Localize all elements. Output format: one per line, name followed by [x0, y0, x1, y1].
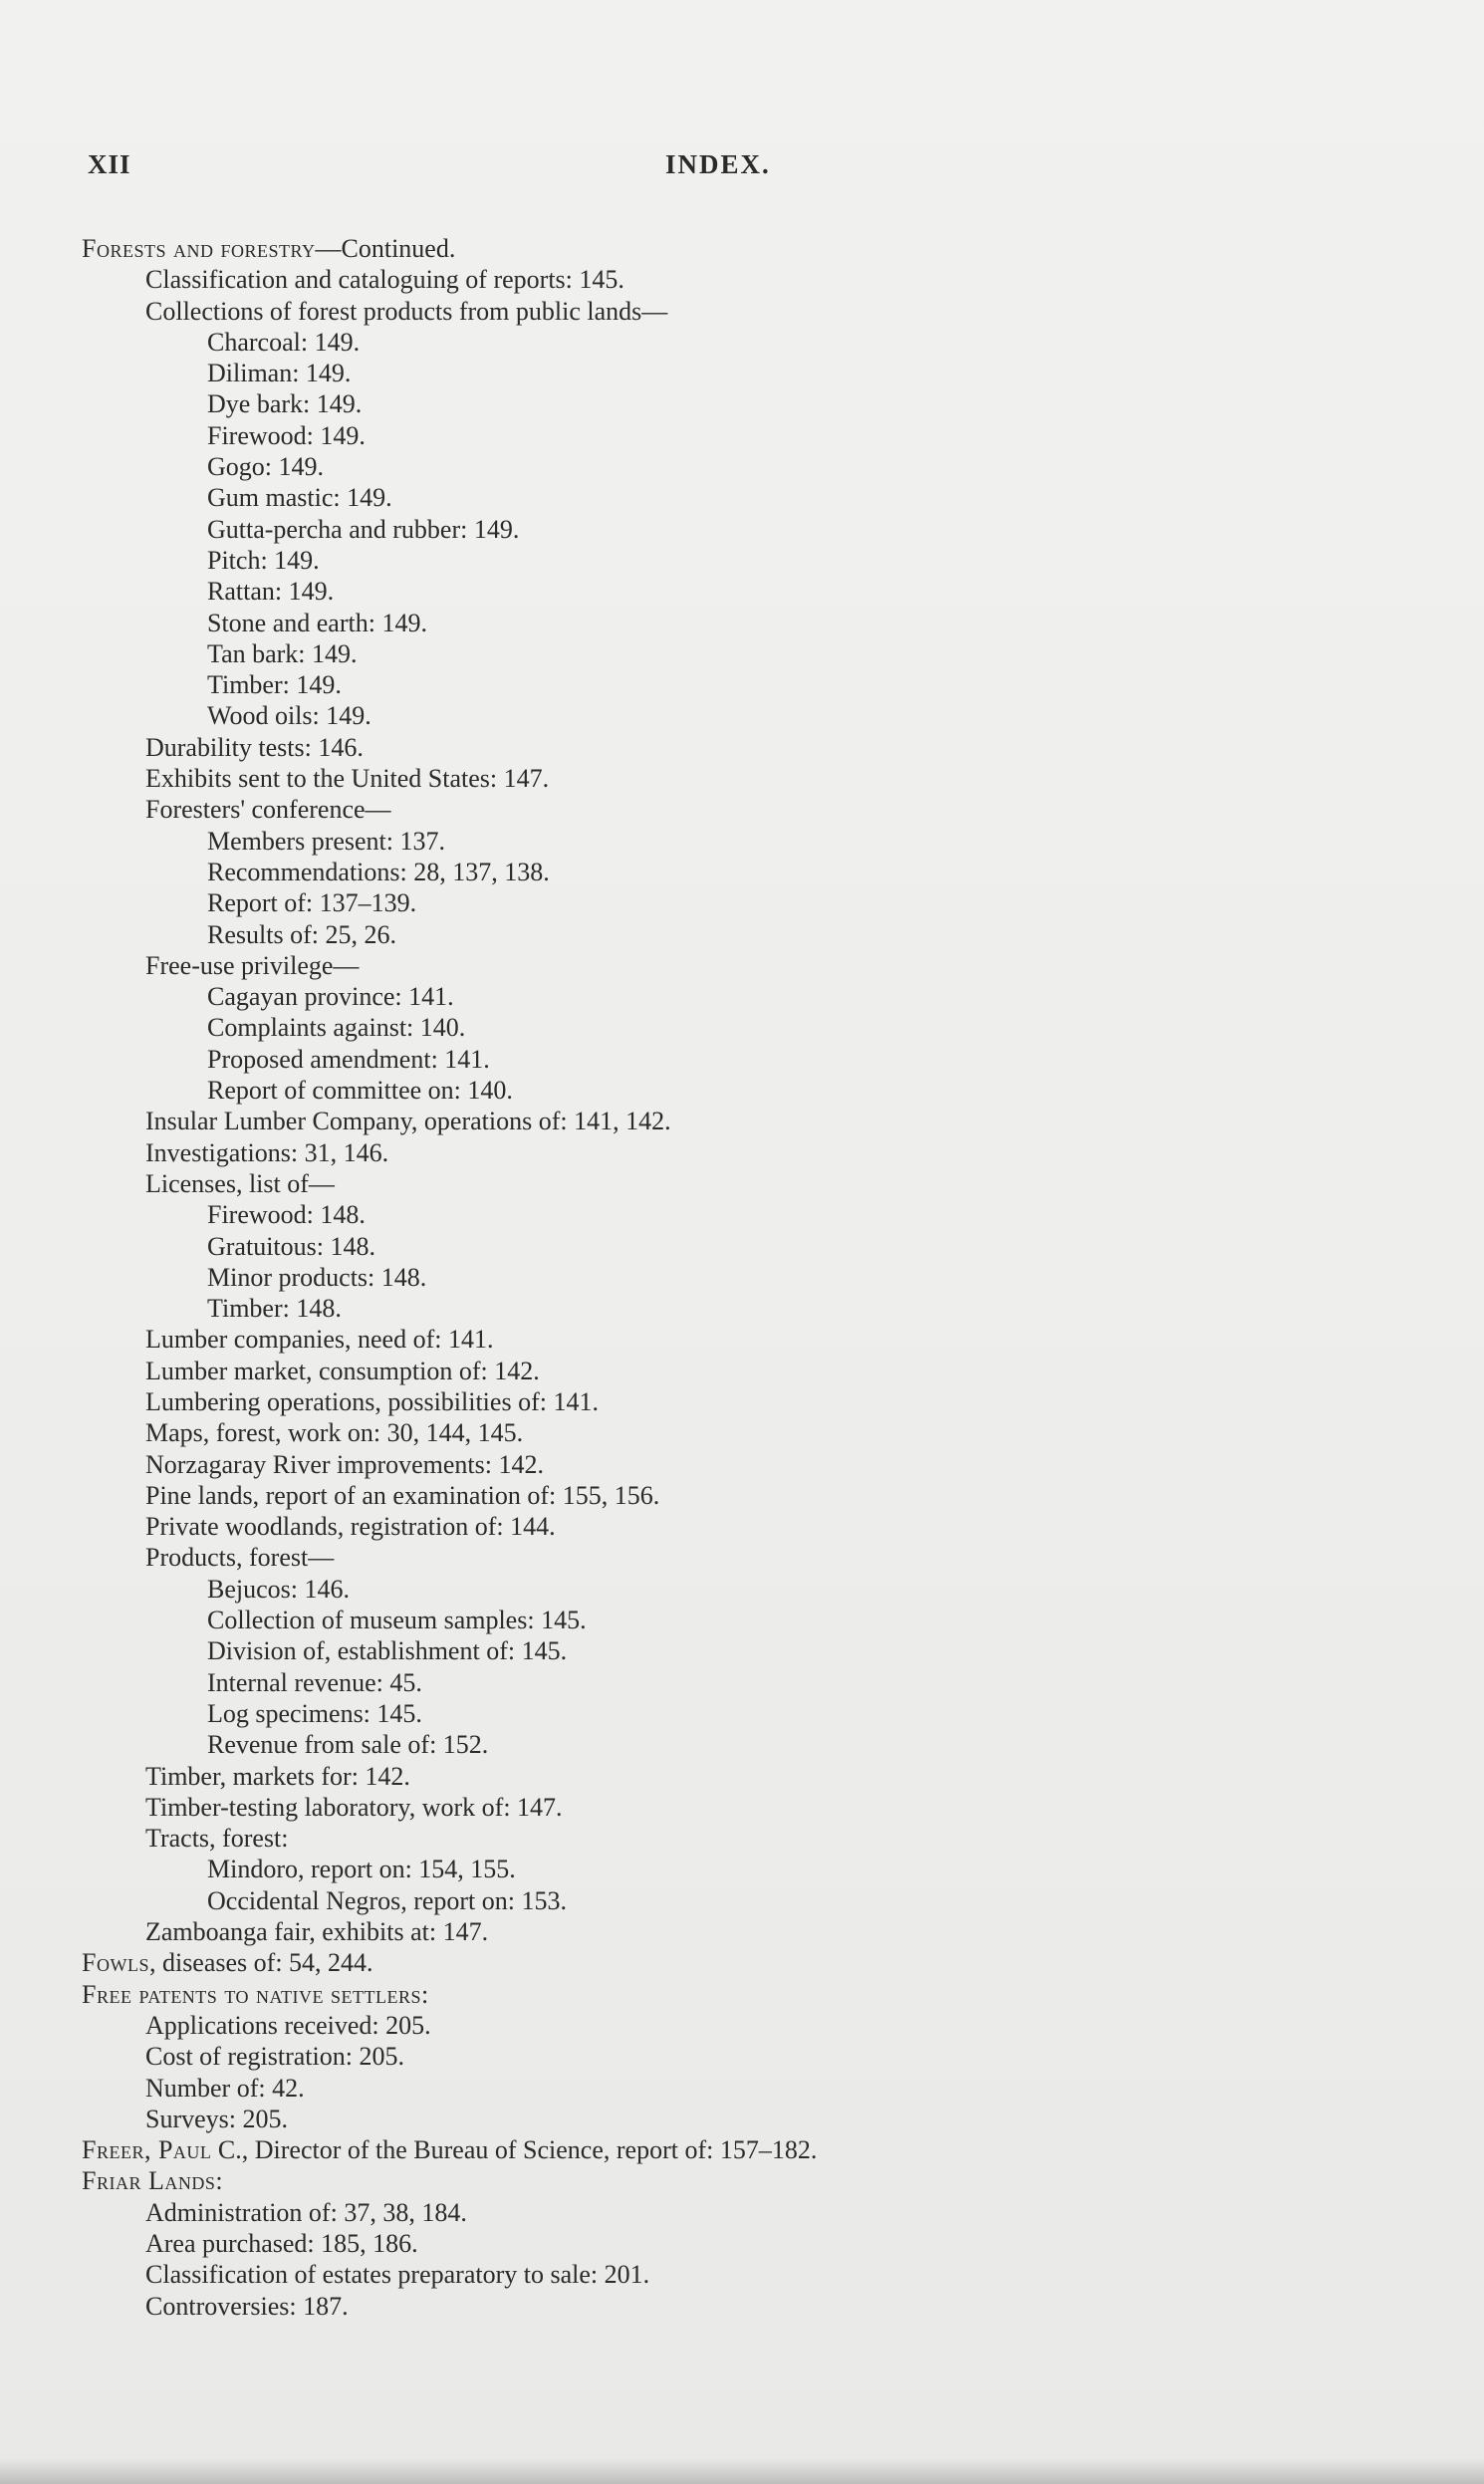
entry-text: Lumbering operations, possibilities of: 141. — [145, 1386, 599, 1416]
index-sub-subentry — [0, 638, 1484, 669]
entry-text: Diliman: 149. — [207, 359, 352, 388]
entry-text: Bejucos: 146. — [207, 1574, 350, 1604]
entry-text: Members present: 137. — [207, 826, 446, 856]
entry-text: —Continued. — [315, 234, 456, 263]
entry-text: Lumber companies, need of: 141. — [145, 1325, 494, 1355]
index-sub-subentry — [0, 919, 1484, 950]
index-sub-subentry — [0, 1854, 1484, 1884]
entry-text: Number of: 42. — [145, 2073, 305, 2103]
index-sub-subentry — [0, 887, 1484, 918]
index-sub-subentry — [0, 981, 1484, 1012]
entry-text: Foresters' conference— — [145, 795, 391, 825]
index-sub-subentry — [0, 669, 1484, 700]
entry-text: Insular Lumber Company, operations of: 141, 142. — [145, 1107, 671, 1136]
index-subentry — [0, 794, 1484, 825]
entry-text: Proposed amendment: 141. — [207, 1044, 490, 1074]
entry-text: Timber: 149. — [207, 670, 342, 700]
entry-text: Stone and earth: 149. — [207, 608, 427, 637]
page-header — [0, 149, 1484, 189]
index-sub-subentry — [0, 388, 1484, 419]
entry-text: Timber, markets for: 142. — [145, 1761, 410, 1791]
index-subentry — [0, 264, 1484, 295]
entry-heading: Fowls — [82, 1948, 149, 1978]
entry-text: Tracts, forest: — [145, 1824, 289, 1854]
index-subentry — [0, 1823, 1484, 1854]
index-sub-subentry — [0, 1605, 1484, 1635]
entry-text: Applications received: 205. — [145, 2010, 431, 2040]
index-sub-subentry — [0, 1574, 1484, 1605]
index-sub-subentry — [0, 1262, 1484, 1293]
index-subentry — [0, 2104, 1484, 2134]
entry-text: Tan bark: 149. — [207, 638, 358, 668]
entry-text: Pine lands, report of an examination of: 155, 156. — [145, 1480, 660, 1510]
entry-text: Occidental Negros, report on: 153. — [207, 1885, 568, 1915]
index-subentry — [0, 2010, 1484, 2041]
index-subentry — [0, 1356, 1484, 1386]
entry-text: Administration of: 37, 38, 184. — [145, 2197, 467, 2227]
entry-text: Licenses, list of— — [145, 1168, 335, 1198]
index-sub-subentry — [0, 420, 1484, 451]
entry-text: Surveys: 205. — [145, 2104, 288, 2133]
index-subentry — [0, 2197, 1484, 2228]
index-sub-subentry — [0, 1729, 1484, 1760]
entry-text: Gutta-percha and rubber: 149. — [207, 514, 520, 544]
entry-text: Gogo: 149. — [207, 452, 324, 482]
index-sub-subentry — [0, 576, 1484, 607]
index-subentry — [0, 950, 1484, 981]
entry-text: Minor products: 148. — [207, 1262, 427, 1292]
entry-text: Mindoro, report on: 154, 155. — [207, 1855, 516, 1884]
index-subentry — [0, 1324, 1484, 1355]
entry-text: Timber: 148. — [207, 1294, 342, 1324]
entry-heading: Friar Lands — [82, 2166, 216, 2196]
index-subentry — [0, 1761, 1484, 1792]
entry-text: Charcoal: 149. — [207, 327, 361, 357]
entry-text: Complaints against: 140. — [207, 1013, 466, 1043]
index-heading-entry — [0, 1947, 1484, 1978]
entry-text: Recommendations: 28, 137, 138. — [207, 857, 550, 886]
index-sub-subentry — [0, 1293, 1484, 1324]
entry-text: Dye bark: 149. — [207, 389, 363, 419]
index-heading-entry — [0, 1979, 1484, 2010]
entry-text: Report of committee on: 140. — [207, 1076, 513, 1106]
index-heading-entry — [0, 2134, 1484, 2165]
index-sub-subentry — [0, 1012, 1484, 1043]
entry-text: Rattan: 149. — [207, 577, 335, 607]
entry-text: Log specimens: 145. — [207, 1698, 422, 1728]
entry-text: Classification of estates preparatory to sale: 201. — [145, 2260, 650, 2290]
index-sub-subentry — [0, 1667, 1484, 1698]
entry-text: Lumber market, consumption of: 142. — [145, 1356, 540, 1385]
index-heading-entry — [0, 2165, 1484, 2196]
entry-text: Gum mastic: 149. — [207, 483, 392, 513]
index-subentry — [0, 1480, 1484, 1511]
entry-text: Area purchased: 185, 186. — [145, 2229, 418, 2258]
index-subentry — [0, 1449, 1484, 1480]
index-subentry — [0, 1417, 1484, 1448]
index-subentry — [0, 2041, 1484, 2072]
index-subentry — [0, 296, 1484, 327]
page-number: XII — [88, 149, 131, 179]
index-subentry — [0, 1916, 1484, 1947]
entry-text: Wood oils: 149. — [207, 701, 371, 731]
entry-text: Revenue from sale of: 152. — [207, 1730, 489, 1760]
index-sub-subentry — [0, 1698, 1484, 1729]
entry-text: Cost of registration: 205. — [145, 2042, 404, 2072]
entry-text: Cagayan province: 141. — [207, 982, 454, 1012]
entry-text: Collections of forest products from public lands— — [145, 296, 668, 326]
index-subentry — [0, 1792, 1484, 1823]
entry-text: Internal revenue: 45. — [207, 1667, 422, 1697]
entry-text: Free-use privilege— — [145, 950, 360, 980]
entry-text: Investigations: 31, 146. — [145, 1137, 389, 1167]
index-subentry — [0, 1137, 1484, 1168]
entry-text: Firewood: 149. — [207, 420, 366, 450]
index-heading-entry — [0, 233, 1484, 264]
index-sub-subentry — [0, 514, 1484, 545]
entry-text: : — [420, 1979, 429, 2009]
running-title: INDEX. — [665, 149, 771, 179]
entry-text: , diseases of: 54, 244. — [148, 1948, 373, 1978]
entry-text: Norzagaray River improvements: 142. — [145, 1449, 544, 1479]
entry-text: Division of, establishment of: 145. — [207, 1636, 568, 1666]
entry-text: C., Director of the Bureau of Science, report of: 157–182. — [211, 2135, 818, 2165]
index-sub-subentry — [0, 1044, 1484, 1075]
index-sub-subentry — [0, 358, 1484, 388]
index-subentry — [0, 2228, 1484, 2259]
index-sub-subentry — [0, 1231, 1484, 1262]
entry-text: Durability tests: 146. — [145, 732, 364, 762]
entry-text: Firewood: 148. — [207, 1200, 366, 1230]
index-subentry — [0, 732, 1484, 763]
index-sub-subentry — [0, 1075, 1484, 1106]
index-sub-subentry — [0, 700, 1484, 731]
index-sub-subentry — [0, 1635, 1484, 1666]
index-subentry — [0, 1511, 1484, 1542]
index-sub-subentry — [0, 1199, 1484, 1230]
index-sub-subentry — [0, 327, 1484, 358]
index-subentry — [0, 2259, 1484, 2290]
page-edge-shadow — [0, 2458, 1484, 2484]
index-subentry — [0, 1106, 1484, 1136]
index-sub-subentry — [0, 545, 1484, 576]
entry-text: Gratuitous: 148. — [207, 1231, 375, 1261]
entry-text: Maps, forest, work on: 30, 144, 145. — [145, 1418, 524, 1448]
index-sub-subentry — [0, 482, 1484, 513]
entry-text: Timber-testing laboratory, work of: 147. — [145, 1792, 563, 1822]
entry-text: Report of: 137–139. — [207, 888, 417, 918]
entry-text: : — [215, 2166, 223, 2196]
entry-heading: Freer, Paul — [82, 2135, 212, 2165]
index-subentry — [0, 1168, 1484, 1199]
index-entries — [0, 233, 1484, 2322]
index-sub-subentry — [0, 608, 1484, 638]
entry-text: Exhibits sent to the United States: 147. — [145, 764, 550, 794]
index-subentry — [0, 763, 1484, 794]
index-subentry — [0, 2073, 1484, 2104]
entry-text: Classification and cataloguing of reports: 145. — [145, 265, 624, 295]
index-subentry — [0, 2291, 1484, 2322]
index-sub-subentry — [0, 1885, 1484, 1916]
entry-text: Controversies: 187. — [145, 2291, 349, 2321]
entry-heading: Free patents to native settlers — [82, 1979, 421, 2009]
entry-text: Zamboanga fair, exhibits at: 147. — [145, 1917, 489, 1947]
entry-text: Results of: 25, 26. — [207, 919, 396, 949]
entry-text: Private woodlands, registration of: 144. — [145, 1512, 556, 1542]
index-subentry — [0, 1542, 1484, 1573]
index-sub-subentry — [0, 451, 1484, 482]
entry-text: Products, forest— — [145, 1543, 335, 1573]
index-subentry — [0, 1386, 1484, 1417]
entry-text: Pitch: 149. — [207, 545, 320, 575]
entry-text: Collection of museum samples: 145. — [207, 1606, 587, 1635]
index-sub-subentry — [0, 857, 1484, 887]
entry-heading: Forests and forestry — [82, 234, 316, 263]
index-sub-subentry — [0, 826, 1484, 857]
